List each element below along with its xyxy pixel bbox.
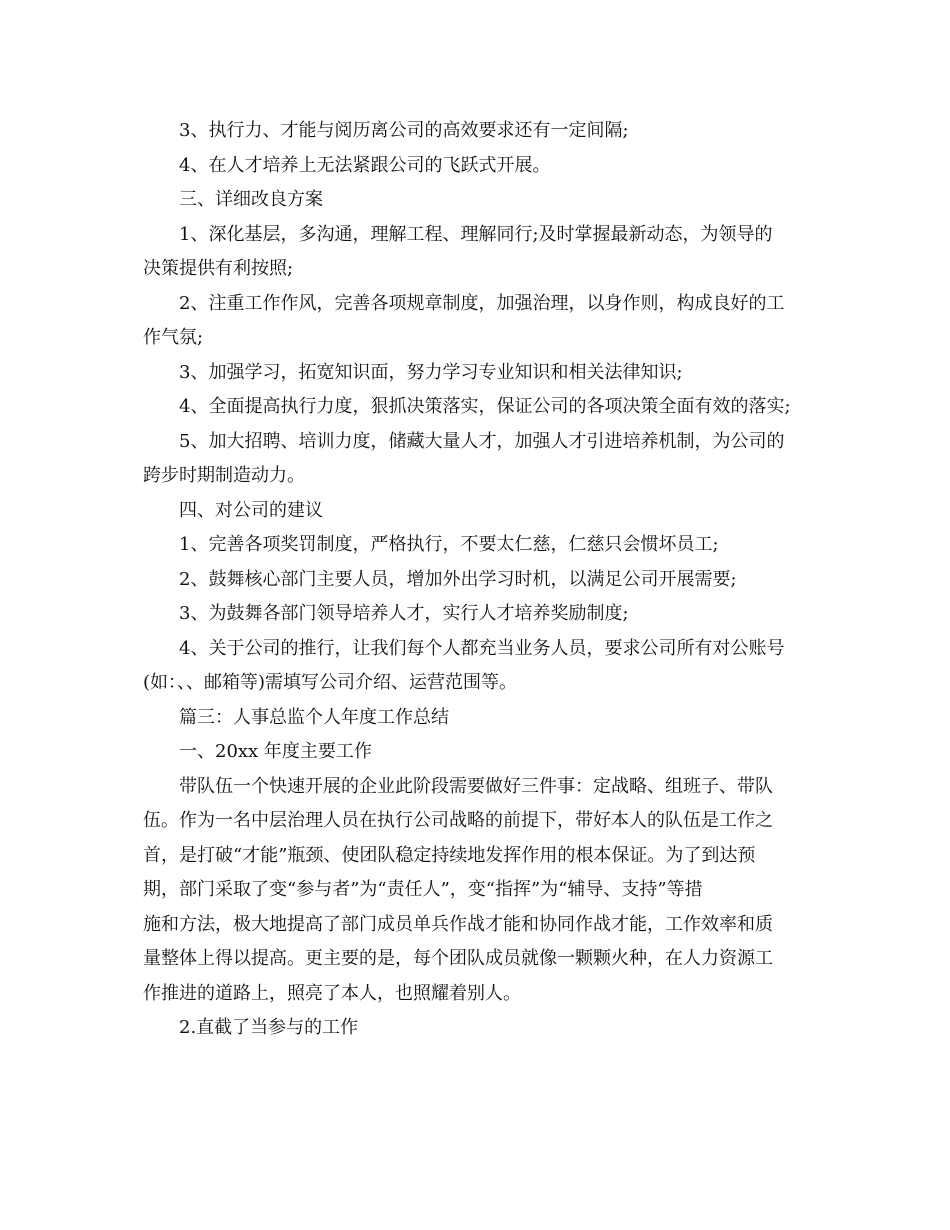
text-line: 作气氛; [143,327,204,348]
text-line: 量整体上得以提高。更主要的是，每个团队成员就像一颗颗火种，在人力资源工 [143,948,773,969]
text-line: 四、对公司的建议 [179,499,323,521]
text-line: 1、深化基层，多沟通，理解工程、理解同行;及时掌握最新动态，为领导的 [179,223,773,245]
text-line: 4、全面提高执行力度，狠抓决策落实，保证公司的各项决策全面有效的落实; [179,396,791,417]
text-line: 篇三：人事总监个人年度工作总结 [179,706,449,728]
text-line: 1、完善各项奖罚制度，严格执行，不要太仁慈，仁慈只会惯坏员工; [179,534,719,555]
text-line: 3、加强学习，拓宽知识面，努力学习专业知识和相关法律知识; [179,361,683,383]
text-line: 首，是打破“才能”瓶颈、使团队稳定持续地发挥作用的根本保证。为了到达预 [143,844,756,866]
text-line: 跨步时期制造动力。 [143,465,305,486]
text-line: 伍。作为一名中层治理人员在执行公司战略的前提下，带好本人的队伍是工作之 [143,810,773,831]
text-line: 施和方法，极大地提高了部门成员单兵作战才能和协同作战才能，工作效率和质 [143,913,773,935]
text-line: 带队伍一个快速开展的企业此阶段需要做好三件事：定战略、组班子、带队 [179,775,773,797]
text-line: 三、详细改良方案 [179,189,323,210]
text-line: 4、在人才培养上无法紧跟公司的飞跃式开展。 [179,154,551,176]
text-line: 3、执行力、才能与阅历离公司的高效要求还有一定间隔; [179,120,629,141]
text-line: 一、20xx 年度主要工作 [179,741,372,762]
text-line: 决策提供有利按照; [143,258,294,279]
text-line: 5、加大招聘、培训力度，储藏大量人才，加强人才引进培养机制，为公司的 [179,430,785,452]
text-line: 2.直截了当参与的工作 [179,1017,359,1038]
text-line: 3、为鼓舞各部门领导培养人才，实行人才培养奖励制度; [179,603,629,624]
text-line: 期，部门采取了变“参与者”为“责任人”，变“指挥”为“辅导、支持”等措 [143,879,703,900]
text-line: 作推进的道路上，照亮了本人，也照耀着别人。 [143,982,521,1004]
text-line: (如：、、邮箱等)需填写公司介绍、运营范围等。 [143,672,518,693]
text-line: 4、关于公司的推行，让我们每个人都充当业务人员，要求公司所有对公账号 [179,637,785,659]
document-body [143,114,813,1046]
text-line: 2、鼓舞核心部门主要人员，增加外出学习时机，以满足公司开展需要; [179,568,737,590]
text-line: 2、注重工作作风，完善各项规章制度，加强治理，以身作则，构成良好的工 [179,292,785,314]
